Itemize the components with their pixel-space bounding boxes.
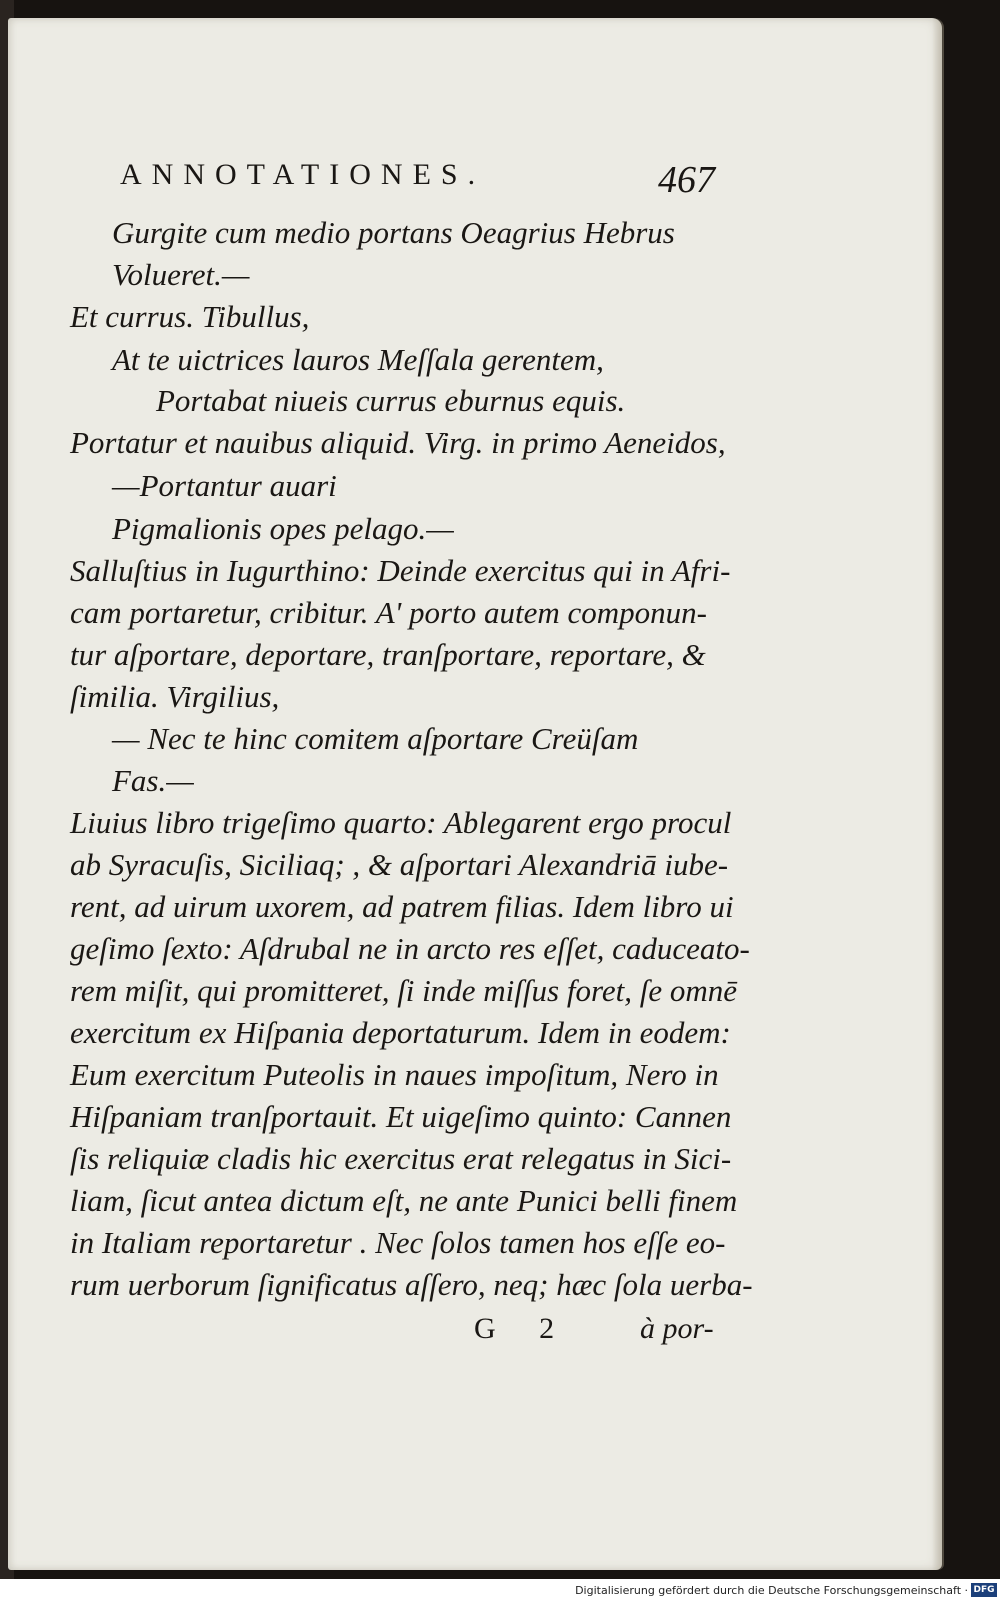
text-line: Pigmalionis opes pelago.—	[112, 511, 454, 546]
text-line: At te uictrices lauros Meſſala gerentem,	[112, 342, 604, 377]
text-line: ſis reliquiæ cladis hic exercitus erat relegatus in Sici-	[70, 1141, 732, 1176]
text-line: Volueret.—	[112, 257, 250, 292]
running-head: ANNOTATIONES.	[120, 158, 486, 191]
text-line: ſimilia. Virgilius,	[70, 679, 280, 714]
text-line: — Nec te hinc comitem aſportare Creüſam	[112, 721, 639, 756]
text-line: Fas.—	[112, 763, 194, 798]
text-line: rent, ad uirum uxorem, ad patrem filias. Idem libro ui	[70, 889, 734, 924]
page-text	[8, 18, 942, 1570]
text-line: in Italiam reportaretur . Nec ſolos tamen hos eſſe eo-	[70, 1225, 726, 1260]
credit-text: Digitalisierung gefördert durch die Deutsche Forschungsgemeinschaft ·	[575, 1584, 968, 1597]
text-line: ab Syracuſis, Siciliaq; , & aſportari Alexandriā iube-	[70, 847, 729, 882]
text-line: tur aſportare, deportare, tranſportare, reportare, &	[70, 637, 706, 672]
text-line: Eum exercitum Puteolis in naues impoſitum, Nero in	[70, 1057, 719, 1092]
text-line: —Portantur auari	[112, 468, 337, 503]
text-line: Hiſpaniam tranſportauit. Et uigeſimo quinto: Cannen	[70, 1099, 732, 1134]
text-line: rem miſit, qui promitteret, ſi inde miſſus foret, ſe omnē	[70, 973, 737, 1008]
text-line: cam portaretur, cribitur. A' porto autem componun-	[70, 595, 707, 630]
text-line: Et currus. Tibullus,	[70, 299, 310, 334]
text-line: Gurgite cum medio portans Oeagrius Hebrus	[112, 215, 675, 250]
dfg-logo-icon: DFG	[971, 1583, 997, 1597]
text-line: geſimo ſexto: Aſdrubal ne in arcto res eſſet, caduceato-	[70, 931, 750, 966]
catchword: à por-	[640, 1312, 714, 1345]
text-line: Liuius libro trigeſimo quarto: Ablegarent ergo procul	[70, 805, 732, 840]
signature-mark: G 2	[474, 1312, 573, 1345]
page-number: 467	[658, 159, 715, 201]
text-line: Salluſtius in Iugurthino: Deinde exercitus qui in Afri-	[70, 553, 731, 588]
credit-bar	[0, 1579, 1000, 1599]
text-line: exercitum ex Hiſpania deportaturum. Idem in eodem:	[70, 1015, 731, 1050]
text-line: Portabat niueis currus eburnus equis.	[156, 383, 626, 418]
text-line: rum uerborum ſignificatus aſſero, neq; hæc ſola uerba-	[70, 1267, 753, 1302]
text-line: liam, ſicut antea dictum eſt, ne ante Punici belli finem	[70, 1183, 738, 1218]
book-page	[8, 18, 942, 1570]
text-line: Portatur et nauibus aliquid. Virg. in primo Aeneidos,	[70, 425, 726, 460]
